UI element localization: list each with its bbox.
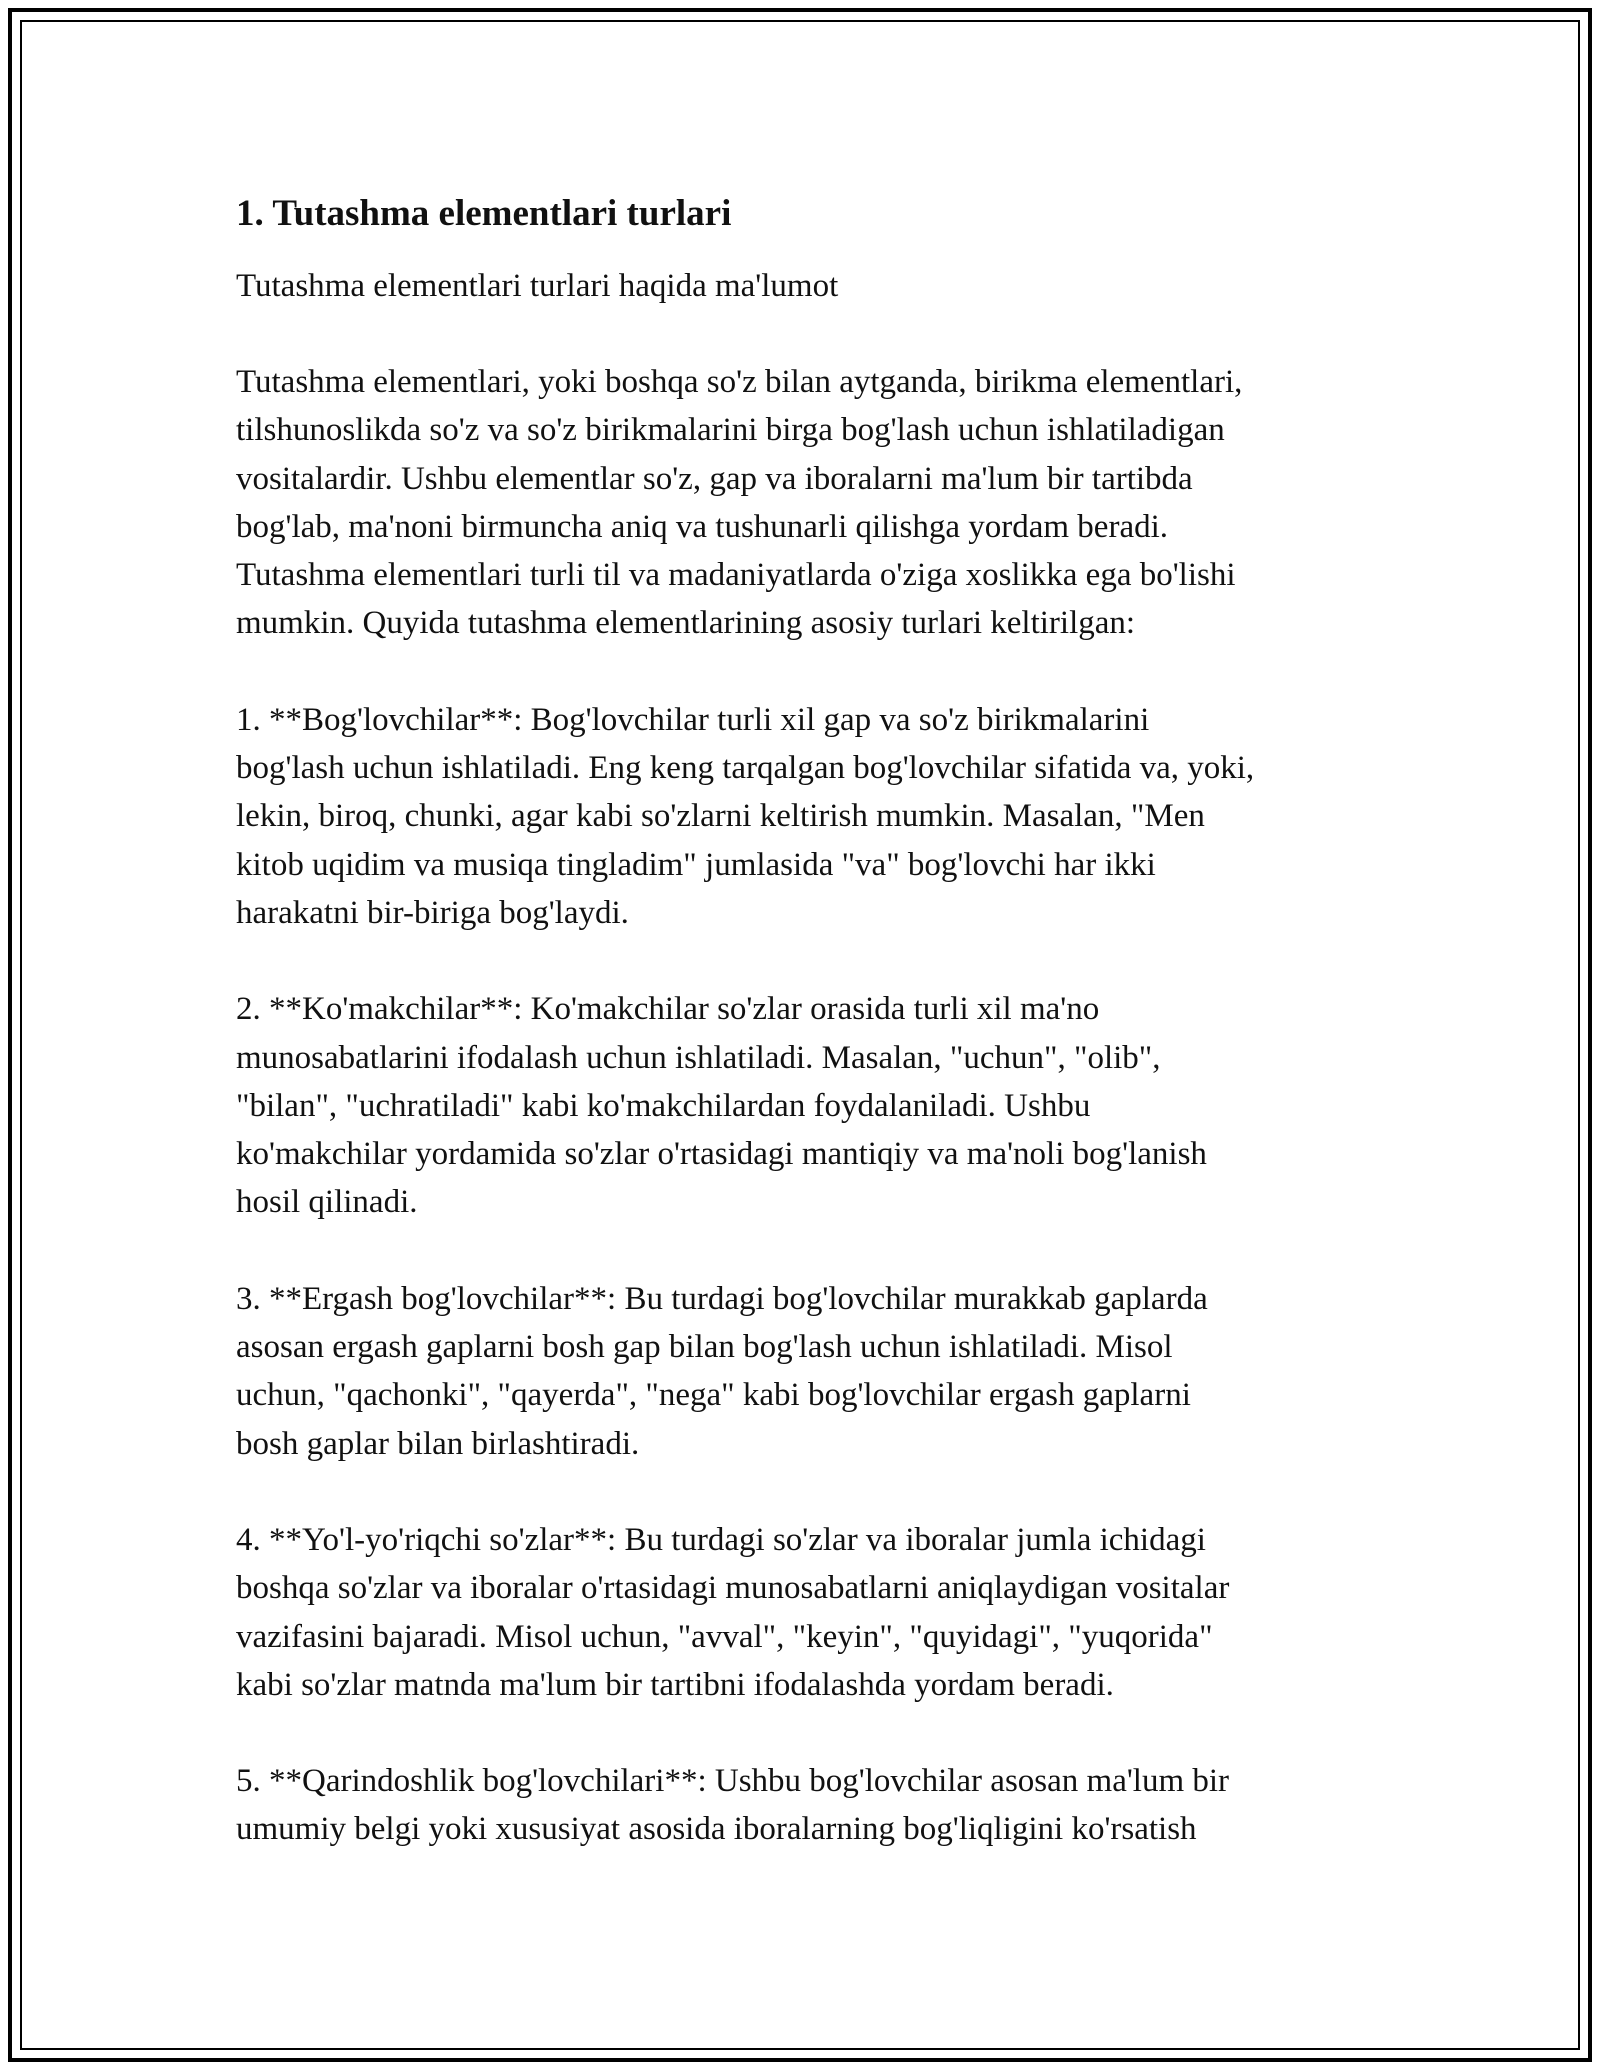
document-subtitle: Tutashma elementlari turlari haqida ma'lumot <box>236 268 839 304</box>
intro-paragraph: Tutashma elementlari, yoki boshqa so'z bilan aytganda, birikma elementlari, tilshunoslikda so'z va so'z birikmalarini birga bog'lash uchun ishlatiladigan vositalardir. Ushbu elementlar so'z, gap va iboralarni ma'lum bir tartibda bog'lab, ma'noni birmuncha aniq va tushunarli qilishga yordam beradi. Tutashma elementlari turli til va madaniyatlarda o'ziga xoslikka ega bo'lishi mumkin. Quyida tutashma elementlarining asosiy turlari keltirilgan: <box>236 364 1243 642</box>
list-item-ergash-boglovchilar: 3. **Ergash bog'lovchilar**: Bu turdagi bog'lovchilar murakkab gaplarda asosan ergash gaplarni bosh gap bilan bog'lash uchun ishlatiladi. Misol uchun, "qachonki", "qayerda", "nega" kabi bog'lovchilar ergash gaplarni bosh gaplar bilan birlashtiradi. <box>236 1280 1208 1462</box>
list-item-komakchilar: 2. **Ko'makchilar**: Ko'makchilar so'zlar orasida turli xil ma'no munosabatlarini ifodalash uchun ishlatiladi. Masalan, "uchun", "olib", "bilan", "uchratiladi" kabi ko'makchilardan foydalaniladi. Ushbu ko'makchilar yordamida so'zlar o'rtasidagi mantiqiy va ma'noli bog'lanish hosil qilinadi. <box>236 991 1207 1221</box>
list-item-yol-yoriqchi-sozlar: 4. **Yo'l-yo'riqchi so'zlar**: Bu turdagi so'zlar va iboralar jumla ichidagi boshqa so'zlar va iboralar o'rtasidagi munosabatlarni aniqlaydigan vositalar vazifasini bajaradi. Misol uchun, "avval", "keyin", "quyidagi", "yuqorida" kabi so'zlar matnda ma'lum bir tartibni ifodalashda yordam beradi. <box>236 1521 1230 1703</box>
document-body <box>236 190 1386 1854</box>
document-title: 1. Tutashma elementlari turlari <box>236 193 732 234</box>
list-item-boglovchilar: 1. **Bog'lovchilar**: Bog'lovchilar turli xil gap va so'z birikmalarini bog'lash uchun ishlatiladi. Eng keng tarqalgan bog'lovchilar sifatida va, yoki, lekin, biroq, chunki, agar kabi so'zlarni keltirish mumkin. Masalan, "Men kitob uqidim va musiqa tingladim" jumlasida "va" bog'lovchi har ikki harakatni bir-biriga bog'laydi. <box>236 701 1255 931</box>
list-item-qarindoshlik-boglovchilari: 5. **Qarindoshlik bog'lovchilari**: Ushbu bog'lovchilar asosan ma'lum bir umumiy belgi yoki xususiyat asosida iboralarning bog'liqligini ko'rsatish <box>236 1763 1230 1848</box>
